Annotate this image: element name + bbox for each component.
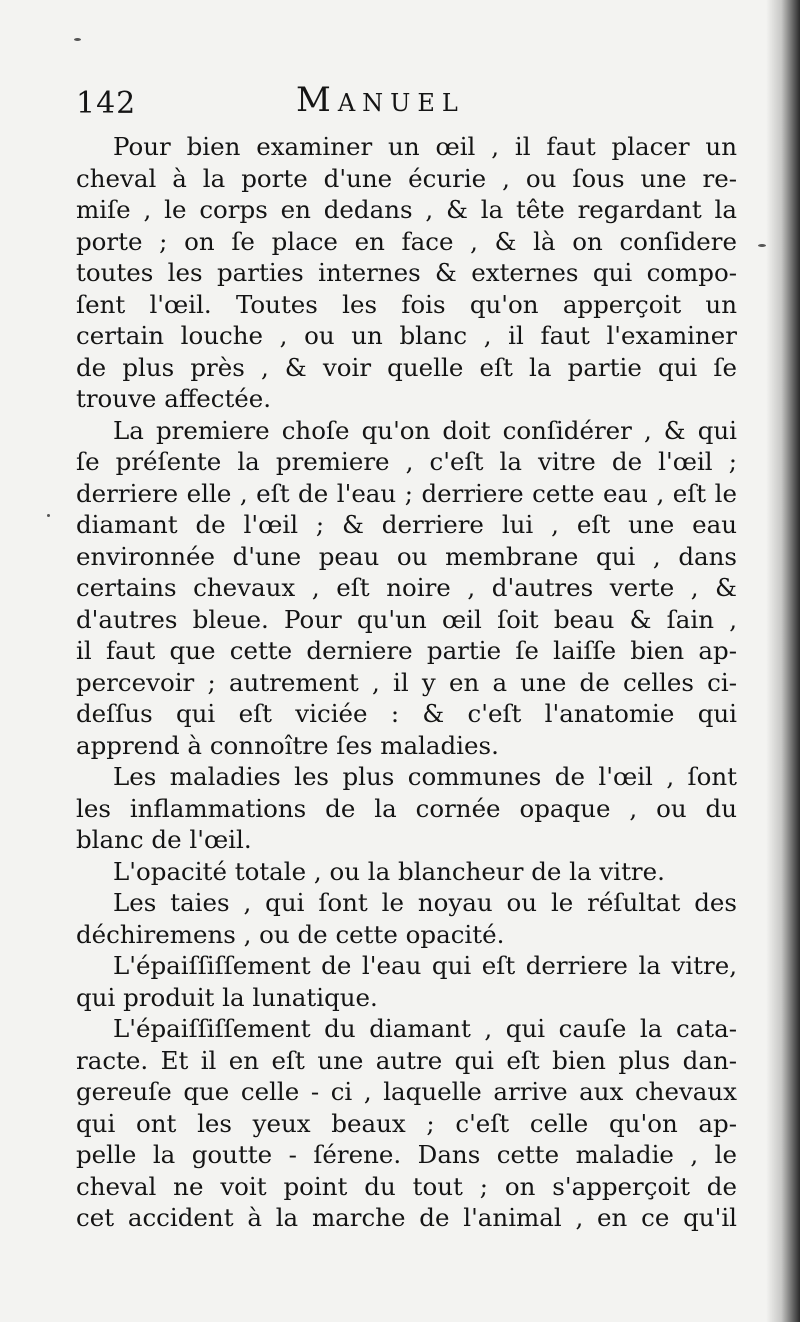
text-line: Les maladies les plus communes de l'œil , ſont bbox=[113, 762, 737, 791]
text-line: les inflammations de la cornée opaque , ou du bbox=[76, 793, 737, 823]
text-line: Pour bien examiner un œil , il faut placer un bbox=[113, 132, 737, 161]
text-line: percevoir ; autrement , il y en a une de celles ci- bbox=[76, 667, 737, 697]
text-line: apprend à connoître ſes maladies. bbox=[76, 730, 499, 760]
text-line: La premiere choſe qu'on doit conſidérer , & qui bbox=[113, 415, 737, 445]
text-line: cheval à la porte d'une écurie , ou ſous une re- bbox=[76, 163, 737, 193]
body-text bbox=[76, 131, 737, 1234]
running-head: Manuel bbox=[296, 80, 465, 120]
text-line: de plus près , & voir quelle eſt la partie qui ſe bbox=[76, 352, 737, 382]
paper-speck bbox=[758, 244, 766, 247]
text-line: qui ont les yeux beaux ; c'eſt celle qu'on ap- bbox=[76, 1108, 737, 1138]
text-line: diamant de l'œil ; & derriere lui , eſt une eau bbox=[76, 510, 737, 539]
text-line: blanc de l'œil. bbox=[76, 825, 252, 854]
page-number: 142 bbox=[76, 86, 137, 121]
page-edge-shadow bbox=[766, 0, 800, 1322]
paragraph bbox=[76, 856, 737, 888]
paragraph bbox=[76, 887, 737, 950]
text-line: environnée d'une peau ou membrane qui , dans bbox=[76, 541, 737, 571]
text-line: porte ; on ſe place en face , & là on conſidere bbox=[76, 226, 737, 256]
paragraph bbox=[76, 415, 737, 762]
text-line: ſe préſente la premiere , c'eſt la vitre de l'œil ; bbox=[76, 447, 737, 476]
paragraph bbox=[76, 131, 737, 415]
text-line: déchiremens , ou de cette opacité. bbox=[76, 919, 505, 949]
paragraph bbox=[76, 761, 737, 856]
text-line: il faut que cette derniere partie ſe laiſſe bien ap- bbox=[76, 636, 737, 665]
text-line: gereuſe que celle - ci , laquelle arrive aux chevaux bbox=[76, 1077, 737, 1106]
text-line: d'autres bleue. Pour qu'un œil ſoit beau & ſain , bbox=[76, 604, 737, 634]
text-line: L'épaiſſiſſement de l'eau qui eſt derriere la vitre, bbox=[113, 951, 737, 980]
text-line: Les taies , qui ſont le noyau ou le réſultat des bbox=[113, 888, 737, 917]
paper-speck bbox=[47, 514, 50, 517]
text-line: ſent l'œil. Toutes les fois qu'on apperçoit un bbox=[76, 289, 737, 319]
text-line: racte. Et il en eſt une autre qui eſt bien plus dan- bbox=[76, 1045, 737, 1075]
text-line: qui produit la lunatique. bbox=[76, 982, 378, 1012]
text-line: miſe , le corps en dedans , & la tête regardant la bbox=[76, 195, 737, 224]
text-line: certain louche , ou un blanc , il faut l'examiner bbox=[76, 321, 737, 350]
text-line: L'opacité totale , ou la blancheur de la vitre. bbox=[113, 856, 665, 886]
text-line: toutes les parties internes & externes qui compo- bbox=[76, 258, 737, 287]
text-line: L'épaiſſiſſement du diamant , qui cauſe la cata- bbox=[113, 1014, 737, 1043]
text-line: trouve affectée. bbox=[76, 384, 272, 413]
text-line: certains chevaux , eſt noire , d'autres verte , & bbox=[76, 573, 737, 602]
paragraph bbox=[76, 1013, 737, 1234]
text-line: deſſus qui eſt viciée : & c'eſt l'anatomie qui bbox=[76, 699, 737, 728]
paper-speck bbox=[74, 38, 81, 41]
page-header bbox=[76, 80, 736, 130]
paragraph bbox=[76, 950, 737, 1013]
text-line: cheval ne voit point du tout ; on s'apperçoit de bbox=[76, 1171, 737, 1201]
text-line: cet accident à la marche de l'animal , en ce qu'il bbox=[76, 1203, 737, 1232]
text-line: pelle la goutte - ſérene. Dans cette maladie , le bbox=[76, 1140, 737, 1169]
text-line: derriere elle , eſt de l'eau ; derriere cette eau , eſt le bbox=[76, 478, 737, 508]
